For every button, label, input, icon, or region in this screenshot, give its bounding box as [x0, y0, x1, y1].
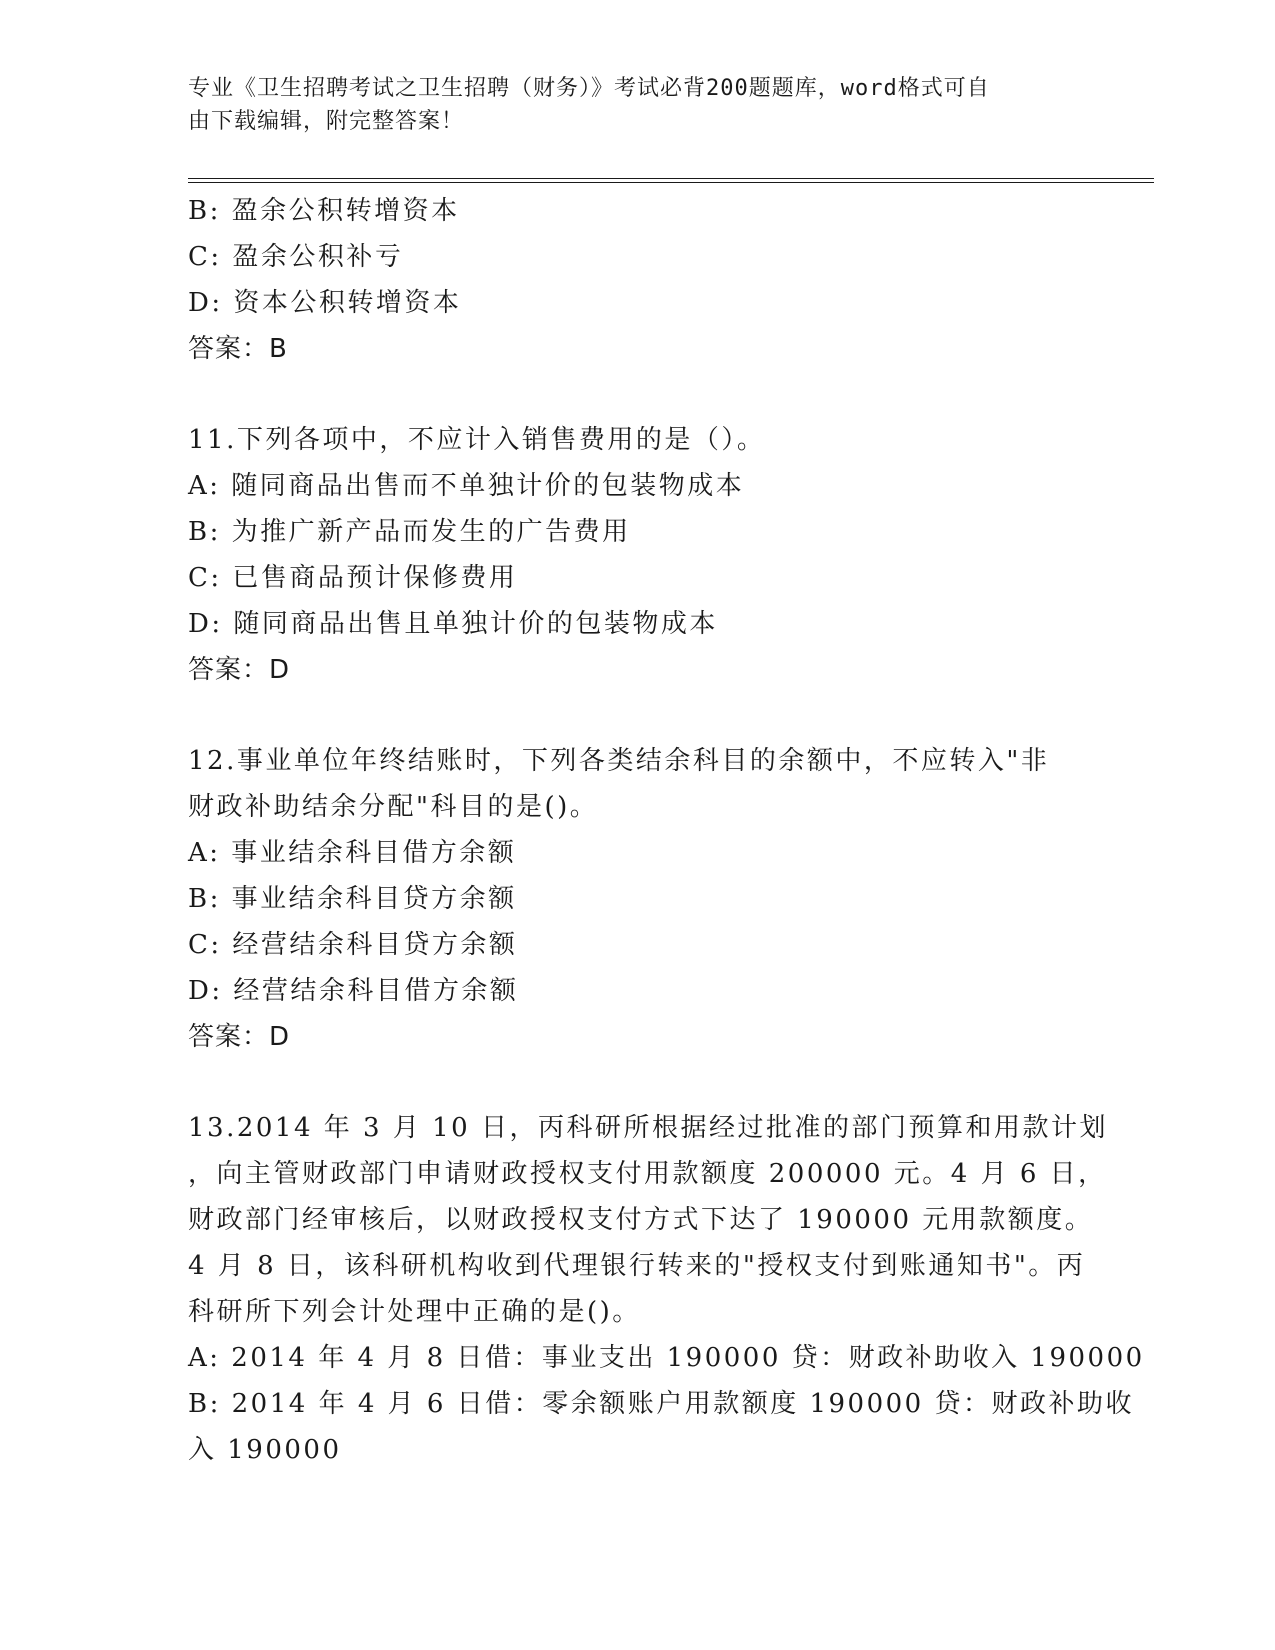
question-12 [188, 738, 1078, 1060]
option-b-line-2: 入 190000 [188, 1435, 342, 1465]
option-b: B: 盈余公积转增资本 [188, 196, 460, 226]
document-header [188, 72, 1068, 138]
answer: 答案：D [188, 1022, 291, 1052]
question-stem-line-3: 财政部门经审核后，以财政授权支付方式下达了 190000 元用款额度。 [188, 1205, 1094, 1235]
option-d: D: 经营结余科目借方余额 [188, 976, 519, 1006]
header-divider-bottom [188, 182, 1154, 183]
header-line-2: 由下载编辑，附完整答案！ [188, 109, 465, 134]
question-stem-line-2: ，向主管财政部门申请财政授权支付用款额度 200000 元。4 月 6 日， [188, 1159, 1107, 1189]
option-c: C: 盈余公积补亏 [188, 242, 404, 272]
option-b: B: 事业结余科目贷方余额 [188, 884, 517, 914]
option-d: D: 资本公积转增资本 [188, 288, 462, 318]
option-b-line-1: B: 2014 年 4 月 6 日借：零余额账户用款额度 190000 贷：财政补助收 [188, 1389, 1134, 1419]
spacer [188, 1060, 1078, 1105]
option-b: B: 为推广新产品而发生的广告费用 [188, 517, 631, 547]
answer: 答案：B [188, 334, 288, 364]
question-10-tail [188, 188, 1078, 372]
header-line-1: 专业《卫生招聘考试之卫生招聘（财务）》考试必背200题题库，word格式可自 [188, 76, 990, 101]
question-stem-line-4: 4 月 8 日，该科研机构收到代理银行转来的"授权支付到账通知书"。丙 [188, 1251, 1086, 1281]
question-content [188, 188, 1145, 1473]
option-a: A: 随同商品出售而不单独计价的包装物成本 [188, 471, 745, 501]
option-a: A: 2014 年 4 月 8 日借：事业支出 190000 贷：财政补助收入 190000 [188, 1343, 1145, 1373]
option-a: A: 事业结余科目借方余额 [188, 838, 517, 868]
question-stem-line-1: 13.2014 年 3 月 10 日，丙科研所根据经过批准的部门预算和用款计划 [188, 1113, 1108, 1143]
option-c: C: 经营结余科目贷方余额 [188, 930, 518, 960]
spacer [188, 693, 1078, 738]
spacer [188, 372, 1078, 417]
question-stem: 11.下列各项中，不应计入销售费用的是（）。 [188, 425, 766, 455]
question-stem-line-1: 12.事业单位年终结账时，下列各类结余科目的余额中，不应转入"非 [188, 746, 1050, 776]
option-c: C: 已售商品预计保修费用 [188, 563, 518, 593]
question-11 [188, 417, 1078, 693]
option-d: D: 随同商品出售且单独计价的包装物成本 [188, 609, 718, 639]
header-divider-top [188, 178, 1154, 179]
question-13 [188, 1105, 1145, 1473]
question-stem-line-5: 科研所下列会计处理中正确的是()。 [188, 1297, 641, 1327]
answer: 答案：D [188, 655, 291, 685]
question-stem-line-2: 财政补助结余分配"科目的是()。 [188, 792, 599, 822]
